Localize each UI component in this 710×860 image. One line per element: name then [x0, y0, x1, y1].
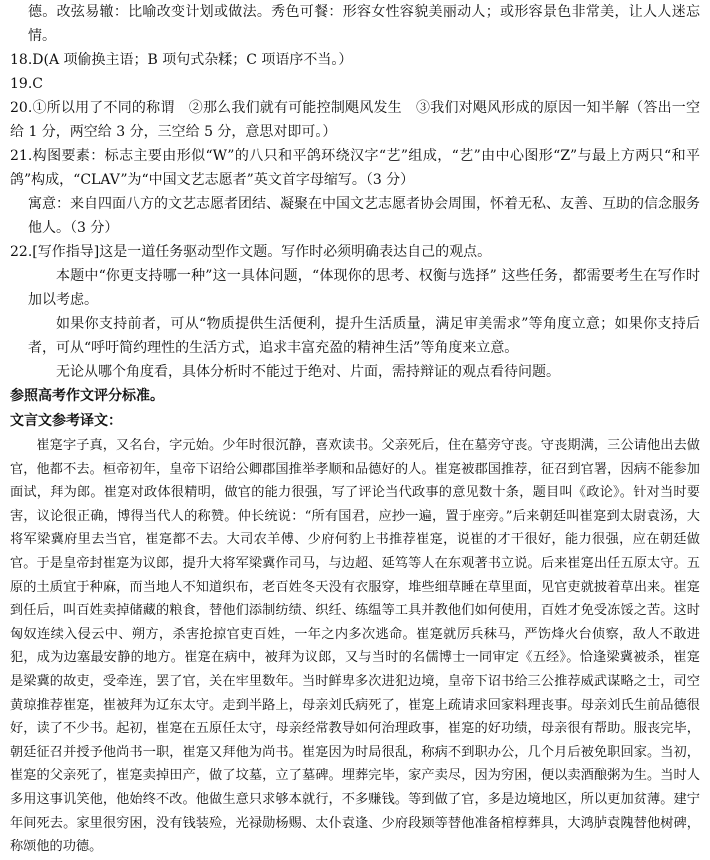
answer-21-composition: 21.构图要素：标志主要由形似“W”的八只和平鸽环绕汉字“艺”组成，“艺”由中心图形“Z”与最上方两只“和平鸽”构成，“CLAV”为“中国文艺志愿者”英文首字母缩写。（3 分）: [10, 148, 700, 188]
answer-intro-line: 德。改弦易辙：比喻改变计划或做法。秀色可餐：形容女性容貌美丽动人；或形容景色非常美，让人人迷忘情。: [28, 4, 700, 44]
answer-21-meaning: 寓意：来自四面八方的文艺志愿者团结、凝聚在中国文艺志愿者协会周围，怀着无私、友善、互助的信念服务他人。（3 分）: [28, 196, 700, 236]
scoring-standard-heading: 参照高考作文评分标准。: [10, 388, 164, 404]
answer-18: 18.D(A 项偷换主语；B 项句式杂糅；C 项语序不当。）: [10, 52, 353, 68]
answer-19: 19.C: [10, 76, 43, 92]
classical-translation-body: 崔寔字子真，又名台，字元始。少年时很沉静，喜欢读书。父亲死后，住在墓旁守丧。守丧期满，三公请他出去做官，他都不去。桓帝初年，皇帝下诏给公卿郡国推举孝顺和品德好的人。崔寔被郡国推荐，征召到官署，因病不能参加面试，拜为郎。崔寔对政体很精明，做官的能力很强，写了评论当代政事的意见数十条，题目叫《政论》。针对当时要害，议论很正确，博得当代人的称赞。仲长统说：“所有国君，应抄一遍，置于座旁。”后来朝廷叫崔寔到太尉袁汤，大将军梁冀府里去当官，崔寔都不去。大司农羊傅、少府何豹上书推荐崔寔，说崔的才干很好，能力很强，应在朝廷做官。于是皇帝封崔寔为议郎，提升大将军梁冀作司马，与边超、延笃等人在东观著书立说。后来崔寔出任五原太守。五原的土质宜于种麻，而当地人不知道织布，老百姓冬天没有衣服穿，堆些细草睡在草里面，见官吏就披着草出来。崔寔到任后，叫百姓卖掉储藏的粮食，替他们添制纺绩、织纴、练缊等工具并教他们如何使用，百姓才免受冻馁之苦。这时匈奴连续入侵云中、朔方，杀害抢掠官吏百姓，一年之内多次逃命。崔寔就厉兵秣马，严饬烽火台侦察，敌人不敢进犯，成为边塞最安静的地方。崔寔在病中，被拜为议郎，又与当时的名儒博士一同审定《五经》。恰逢梁冀被杀，崔寔是梁冀的故吏，受牵连，罢了官，关在牢里数年。当时鲜卑多次进犯边境，皇帝下诏书给三公推荐威武谋略之士，司空黄琼推荐崔寔，崔被拜为辽东太守。走到半路上，母亲刘氏病死了，崔寔上疏请求回家料理丧事。母亲刘氏生前品德很好，读了不少书。起初，崔寔在五原任太守，母亲经常教导如何治理政事，崔寔的好功绩，母亲很有帮助。服丧完毕，朝廷征召并授予他尚书一职，崔寔又拜他为尚书。崔寔因为时局很乱，称病不到职办公，几个月后被免职回家。当初，崔寔的父亲死了，崔寔卖掉田产，做了坟墓，立了墓碑。埋葬完毕，家产卖尽，因为穷困，便以卖酒酿粥为生。当时人多用这事讥笑他，他始终不改。他做生意只求够本就行，不多赚钱。等到做了官，多是边境地区，所以更加贫薄。建宁年间死去。家里很穷困，没有钱装殓，光禄勋杨赐、太仆袁逢、少府段颎等替他准备棺椁葬具，大鸿胪袁隗替他树碑，称颂他的功德。: [10, 438, 700, 855]
essay-guide-paragraph-3: 无论从哪个角度看，具体分析时不能过于绝对、片面，需持辩证的观点看待问题。: [56, 364, 560, 380]
essay-guide-paragraph-1: 本题中“你更支持哪一种”这一具体问题，“体现你的思考、权衡与选择” 这些任务，都需要考生在写作时加以考虑。: [28, 268, 700, 308]
essay-guide-paragraph-2: 如果你支持前者，可从“物质提供生活便利，提升生活质量，满足审美需求”等角度立意；如果你支持后者，可从“呼吁简约理性的生活方式，追求丰富充盈的精神生活”等角度来立意。: [28, 316, 700, 356]
answer-20: 20.①所以用了不同的称谓 ②那么我们就有可能控制飓风发生 ③我们对飓风形成的原因一知半解（答出一空给 1 分，两空给 3 分，三空给 5 分，意思对即可。）: [10, 100, 700, 140]
translation-heading: 文言文参考译文：: [10, 413, 122, 429]
answer-22-guide: 22.[写作指导]这是一道任务驱动型作文题。写作时必须明确表达自己的观点。: [10, 244, 492, 260]
